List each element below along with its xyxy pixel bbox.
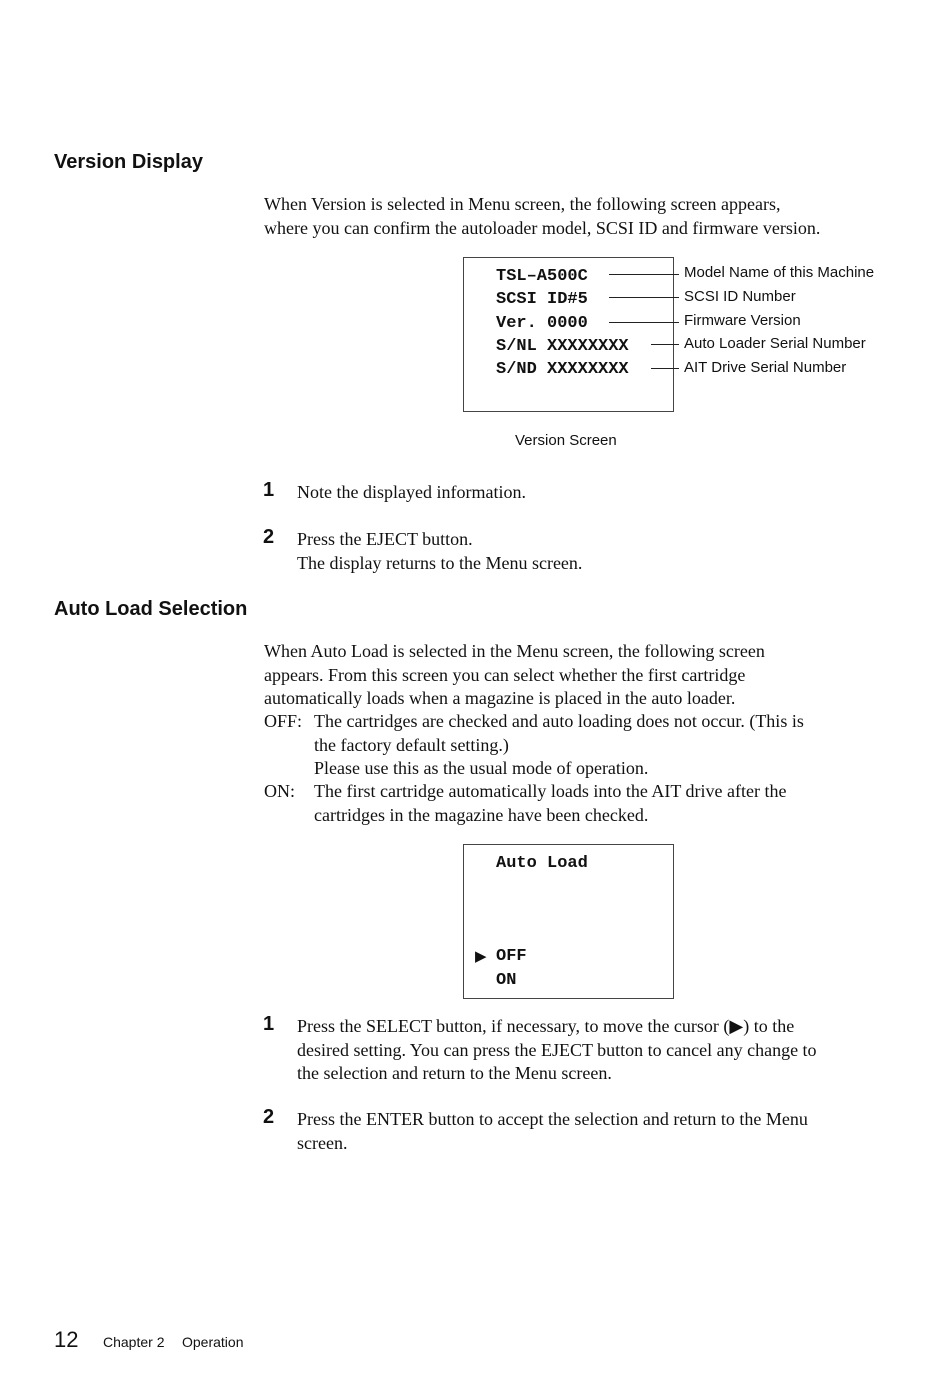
autoload-intro-line: When Auto Load is selected in the Menu screen, the following screen xyxy=(264,641,765,661)
definition-term-on: ON: xyxy=(264,781,295,801)
screen-title: Auto Load xyxy=(496,854,588,873)
step-line: Press the ENTER button to accept the selection and return to the Menu xyxy=(297,1109,808,1129)
callout-firmware-version: Firmware Version xyxy=(684,312,801,329)
footer-chapter: Chapter 2 xyxy=(103,1334,165,1350)
definition-line: Please use this as the usual mode of operation. xyxy=(314,758,649,778)
definition-line: the factory default setting.) xyxy=(314,734,509,755)
step-line: the selection and return to the Menu screen. xyxy=(297,1063,612,1083)
autoload-intro-line: appears. From this screen you can select whether the first cartridge xyxy=(264,664,746,685)
callout-model-name: Model Name of this Machine xyxy=(684,264,875,281)
leader-line xyxy=(609,297,679,298)
screen-option-off: OFF xyxy=(496,947,527,966)
step-line: Press the SELECT button, if necessary, to move the cursor (▶) to the xyxy=(297,1016,795,1036)
leader-line xyxy=(651,344,679,345)
definition-line: cartridges in the magazine have been checked. xyxy=(314,804,649,825)
version-intro-line: When Version is selected in Menu screen, the following screen appears, xyxy=(264,194,781,214)
autoload-intro-paragraph xyxy=(264,640,874,711)
step-line: Press the EJECT button. xyxy=(297,529,473,549)
screen-line-drive-serial: S/ND XXXXXXXX xyxy=(496,360,629,379)
screen-line-scsi-id: SCSI ID#5 xyxy=(496,290,588,309)
definition-line: The cartridges are checked and auto loading does not occur. (This is xyxy=(314,711,804,731)
step-text xyxy=(297,1108,877,1155)
step-line: The display returns to the Menu screen. xyxy=(297,552,583,573)
callout-scsi-id: SCSI ID Number xyxy=(684,288,796,305)
leader-line xyxy=(609,274,679,275)
step-line: desired setting. You can press the EJECT button to cancel any change to xyxy=(297,1039,817,1060)
step-line: screen. xyxy=(297,1132,348,1153)
callout-loader-serial: Auto Loader Serial Number xyxy=(684,335,866,352)
step-line: Note the displayed information. xyxy=(297,482,526,502)
step-number: 1 xyxy=(263,1013,275,1035)
version-screen-display xyxy=(463,257,674,412)
definition-off xyxy=(264,710,874,781)
step-text xyxy=(297,1015,877,1086)
screen-option-on: ON xyxy=(496,971,517,990)
step-text xyxy=(297,528,877,575)
footer-section: Operation xyxy=(182,1334,244,1350)
leader-line xyxy=(651,368,679,369)
definition-on xyxy=(264,780,874,827)
step-text xyxy=(297,481,877,505)
definition-term-off: OFF: xyxy=(264,711,303,731)
auto-load-screen-display xyxy=(463,844,674,999)
version-intro-paragraph xyxy=(264,193,874,240)
screen-line-version: Ver. 0000 xyxy=(496,314,588,333)
version-intro-line: where you can confirm the autoloader model, SCSI ID and firmware version. xyxy=(264,217,821,238)
leader-line xyxy=(609,322,679,323)
step-number: 2 xyxy=(263,1106,275,1128)
figure-caption: Version Screen xyxy=(515,432,617,449)
screen-line-model: TSL–A500C xyxy=(496,267,588,286)
cursor-arrow-icon: ▶ xyxy=(475,947,487,965)
section-heading-version-display: Version Display xyxy=(54,151,203,173)
step-number: 1 xyxy=(263,479,275,501)
screen-line-loader-serial: S/NL XXXXXXXX xyxy=(496,337,629,356)
definition-line: The first cartridge automatically loads into the AIT drive after the xyxy=(314,781,787,801)
step-number: 2 xyxy=(263,526,275,548)
section-heading-auto-load: Auto Load Selection xyxy=(54,598,248,620)
page-number: 12 xyxy=(54,1327,79,1352)
autoload-intro-line: automatically loads when a magazine is placed in the auto loader. xyxy=(264,688,736,708)
callout-drive-serial: AIT Drive Serial Number xyxy=(684,359,847,376)
